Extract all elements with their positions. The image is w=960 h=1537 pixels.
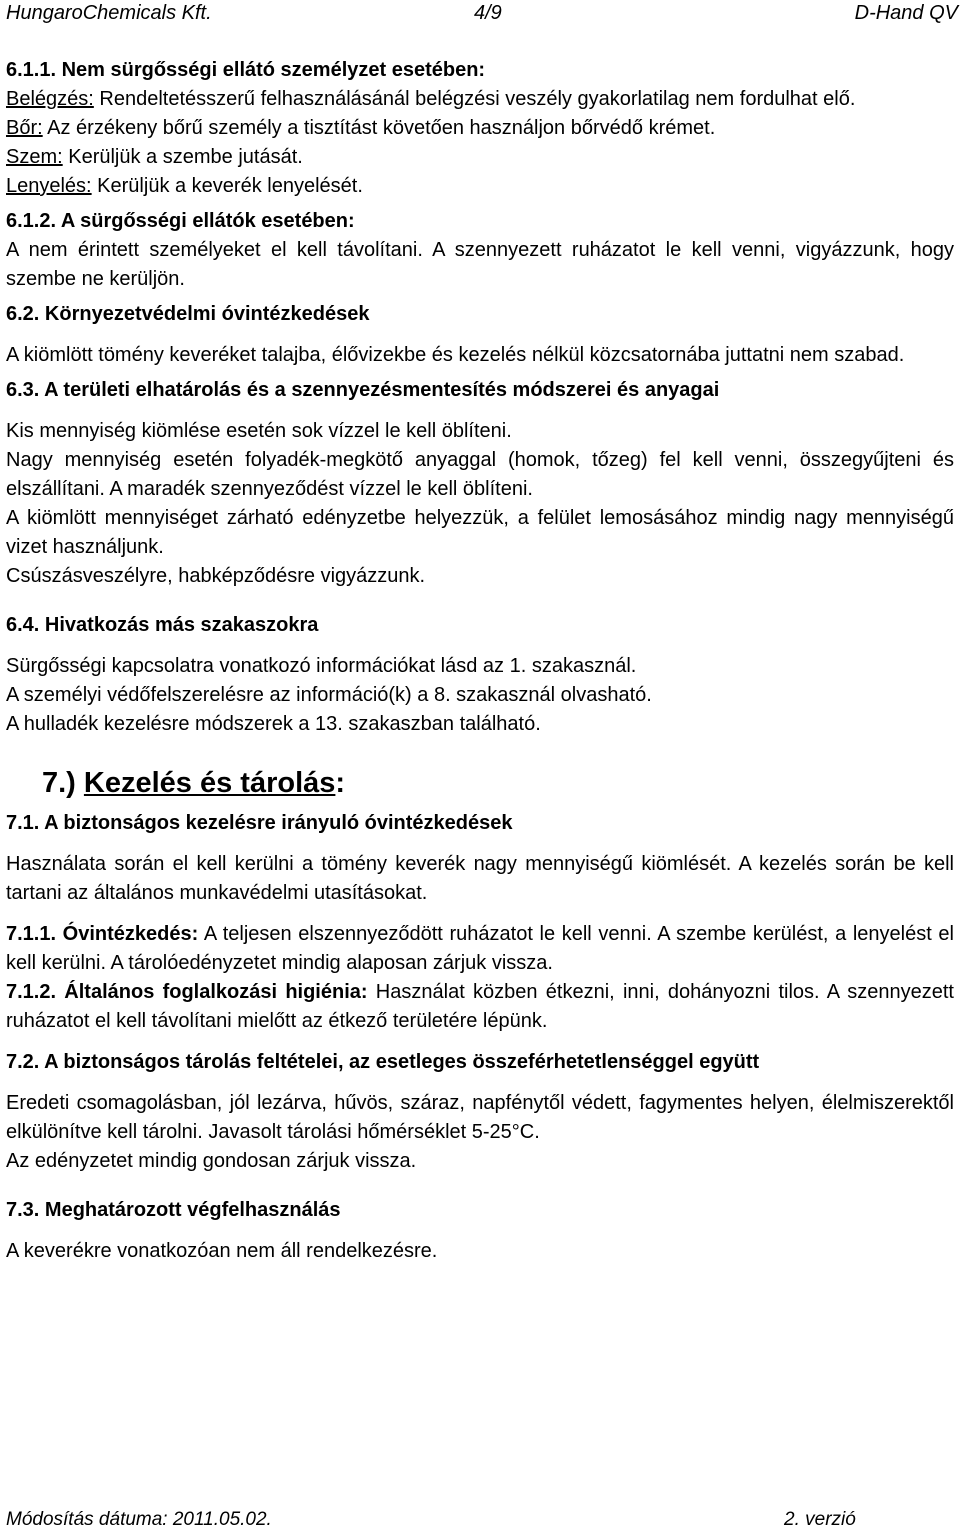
page-footer [6, 1509, 958, 1535]
section-7-1-1-label: 7.1.1. Óvintézkedés: [6, 923, 199, 945]
eye-paragraph [6, 143, 954, 172]
section-6-4-p1: Sürgősségi kapcsolatra vonatkozó információkat lásd az 1. szakasznál. [6, 655, 637, 677]
section-7-1-1-paragraph [6, 920, 954, 978]
section-7-1-2-label: 7.1.2. Általános foglalkozási higiénia: [6, 981, 368, 1003]
section-6-3-p2: Nagy mennyiség esetén folyadék-megkötő anyaggal (homok, tőzeg) fel kell venni, összegyűjteni és elszállítani. A maradék szennyeződést vízzel le kell öblíteni. [6, 449, 954, 500]
section-7-3-text: A keverékre vonatkozóan nem áll rendelkezésre. [6, 1240, 438, 1262]
swallow-text: Kerüljük a keverék lenyelését. [91, 175, 363, 197]
skin-text: Az érzékeny bőrű személy a tisztítást követően használjon bőrvédő krémet. [42, 117, 716, 139]
section-6-2-text: A kiömlött tömény keveréket talajba, élővizekbe és kezelés nélkül közcsatornába juttatni nem szabad. [6, 344, 905, 366]
swallow-paragraph [6, 172, 954, 201]
company-name: HungaroChemicals Kft. [6, 2, 212, 24]
section-7-1-2-text: Használat közben étkezni, inni, dohányozni tilos. A szennyezett ruházatot el kell távolítani mielőtt az étkező területére lépünk. [6, 981, 954, 1032]
breathing-paragraph [6, 85, 954, 114]
section-7-colon: : [335, 767, 346, 799]
section-7-2-title: 7.2. A biztonságos tárolás feltételei, az esetleges összeférhetetlenséggel együtt [6, 1051, 760, 1073]
section-6-3-title: 6.3. A területi elhatárolás és a szennyezésmentesítés módszerei és anyagai [6, 379, 720, 401]
section-6-1-2-title: 6.1.2. A sürgősségi ellátók esetében: [6, 210, 355, 232]
eye-label: Szem: [6, 146, 63, 168]
skin-label: Bőr: [6, 117, 43, 139]
modification-date: Módosítás dátuma: 2011.05.02. [6, 1509, 272, 1530]
section-6-1-2-text: A nem érintett személyeket el kell távolítani. A szennyezett ruházatot le kell venni, vigyázzunk, hogy szembe ne kerüljön. [6, 239, 954, 290]
swallow-label: Lenyelés: [6, 175, 92, 197]
section-6-1-1-title: 6.1.1. Nem sürgősségi ellátó személyzet esetében: [6, 59, 486, 81]
page-number: 4/9 [474, 2, 502, 24]
section-7-1-title: 7.1. A biztonságos kezelésre irányuló óvintézkedések [6, 812, 513, 834]
section-7-title-text: Kezelés és tárolás [83, 767, 336, 799]
breathing-text: Rendeltetésszerű felhasználásánál belégzési veszély gyakorlatilag nem fordulhat elő. [93, 88, 856, 110]
section-7-2-text2: Az edényzetet mindig gondosan zárjuk vissza. [6, 1150, 417, 1172]
section-7-3-title: 7.3. Meghatározott végfelhasználás [6, 1199, 341, 1221]
page-header [6, 2, 958, 28]
section-7-number: 7.) [42, 767, 84, 799]
document-body [6, 56, 954, 1266]
product-name: D-Hand QV [854, 2, 958, 24]
section-6-3-p4: Csúszásveszélyre, habképződésre vigyázzunk. [6, 565, 426, 587]
section-7-title [6, 765, 954, 801]
section-7-1-text: Használata során el kell kerülni a tömény keverék nagy mennyiségű kiömlését. A kezelés során be kell tartani az általános munkavédelmi utasításokat. [6, 853, 954, 904]
section-7-1-2-paragraph [6, 978, 954, 1036]
version-label: 2. verzió [784, 1509, 856, 1530]
section-6-4-title: 6.4. Hivatkozás más szakaszokra [6, 614, 319, 636]
section-6-4-p2: A személyi védőfelszerelésre az információ(k) a 8. szakasznál olvasható. [6, 684, 652, 706]
eye-text: Kerüljük a szembe jutását. [62, 146, 303, 168]
section-7-2-text1: Eredeti csomagolásban, jól lezárva, hűvös, száraz, napfénytől védett, fagymentes helyen, élelmiszerektől elkülönítve kell tárolni. Javasolt tárolási hőmérséklet 5-25°C. [6, 1092, 954, 1143]
section-6-3-p3: A kiömlött mennyiséget zárható edényzetbe helyezzük, a felület lemosásához mindig nagy mennyiségű vizet használjunk. [6, 507, 954, 558]
section-6-3-p1: Kis mennyiség kiömlése esetén sok vízzel le kell öblíteni. [6, 420, 512, 442]
breathing-label: Belégzés: [6, 88, 94, 110]
section-6-4-p3: A hulladék kezelésre módszerek a 13. szakaszban található. [6, 713, 541, 735]
skin-paragraph [6, 114, 954, 143]
section-6-2-title: 6.2. Környezetvédelmi óvintézkedések [6, 303, 370, 325]
section-7-1-1-text: A teljesen elszennyeződött ruházatot le kell venni. A szembe kerülést, a lenyelést el kell kerülni. A tárolóedényzetet mindig alaposan zárjuk vissza. [6, 923, 954, 974]
